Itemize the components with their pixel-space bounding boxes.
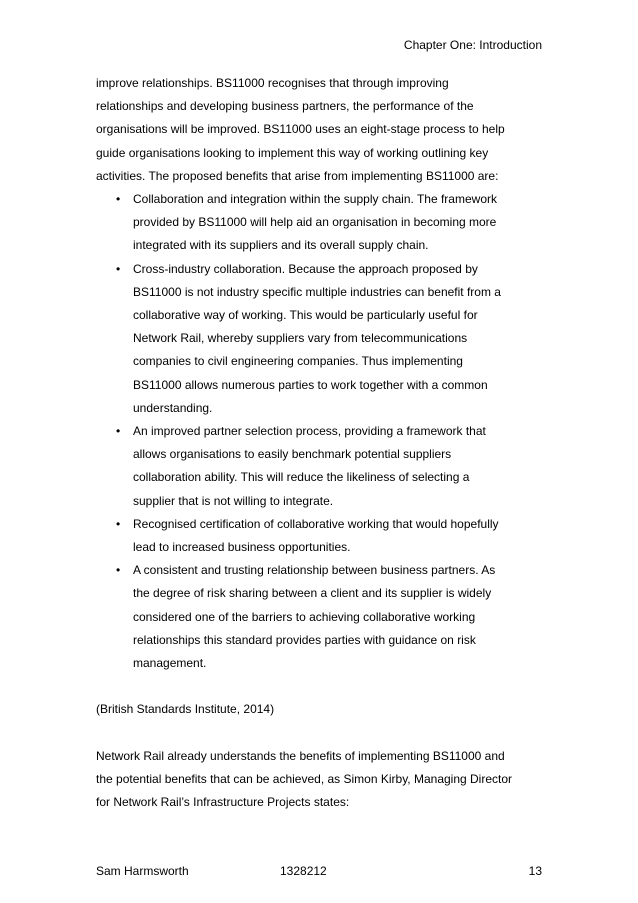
- text-line: lead to increased business opportunities.: [133, 540, 351, 555]
- text-line: collaborative way of working. This would be particularly useful for: [133, 308, 478, 323]
- paragraph-gap: [96, 675, 548, 698]
- text-line: relationships and developing business partners, the performance of the: [96, 99, 474, 114]
- page-header-chapter: Chapter One: Introduction: [403, 38, 542, 52]
- footer-author: Sam Harmsworth: [96, 864, 189, 878]
- bullet-icon: •: [116, 261, 121, 276]
- page-footer: [96, 864, 542, 880]
- closing-paragraph: [96, 745, 548, 815]
- text-line: Network Rail, whereby suppliers vary from telecommunications: [133, 331, 468, 346]
- text-line: allows organisations to easily benchmark potential suppliers: [133, 447, 452, 462]
- text-line: companies to civil engineering companies. Thus implementing: [133, 354, 463, 369]
- footer-student-id: 1328212: [280, 864, 327, 878]
- intro-paragraph: [96, 72, 548, 188]
- benefits-list: [96, 188, 548, 675]
- text-line: integrated with its suppliers and its overall supply chain.: [133, 238, 429, 253]
- citation: (British Standards Institute, 2014): [96, 702, 275, 717]
- bullet-icon: •: [116, 192, 121, 207]
- text-line: Recognised certification of collaborative working that would hopefully: [133, 516, 499, 531]
- text-line: Network Rail already understands the benefits of implementing BS11000 and: [96, 748, 505, 763]
- list-item: [96, 258, 548, 420]
- text-line: supplier that is not willing to integrate.: [133, 493, 334, 508]
- text-line: activities. The proposed benefits that arise from implementing BS11000 are:: [96, 168, 499, 183]
- list-item: [96, 188, 548, 258]
- text-line: provided by BS11000 will help aid an organisation in becoming more: [133, 215, 497, 230]
- text-line: organisations will be improved. BS11000 uses an eight-stage process to help: [96, 122, 505, 137]
- bullet-icon: •: [116, 424, 121, 439]
- text-line: Cross-industry collaboration. Because the approach proposed by: [133, 261, 478, 276]
- text-line: BS11000 is not industry specific multiple industries can benefit from a: [133, 284, 501, 299]
- paragraph-gap: [96, 722, 548, 745]
- list-item: [96, 513, 548, 559]
- text-line: relationships this standard provides parties with guidance on risk: [133, 632, 476, 647]
- text-line: considered one of the barriers to achieving collaborative working: [133, 609, 476, 624]
- text-line: for Network Rail’s Infrastructure Projects states:: [96, 795, 350, 810]
- text-line: improve relationships. BS11000 recognises that through improving: [96, 76, 449, 90]
- text-line: understanding.: [133, 400, 213, 415]
- text-line: the potential benefits that can be achieved, as Simon Kirby, Managing Director: [96, 772, 513, 787]
- list-item: [96, 420, 548, 513]
- text-line: the degree of risk sharing between a client and its supplier is widely: [133, 586, 492, 601]
- text-line: management.: [133, 656, 207, 671]
- text-line: An improved partner selection process, providing a framework that: [133, 424, 486, 439]
- body-text: [96, 72, 548, 814]
- text-line: Collaboration and integration within the supply chain. The framework: [133, 192, 497, 207]
- bullet-icon: •: [116, 563, 121, 578]
- footer-page-number: 13: [528, 864, 542, 878]
- text-line: A consistent and trusting relationship between business partners. As: [133, 563, 496, 578]
- text-line: collaboration ability. This will reduce the likeliness of selecting a: [133, 470, 470, 485]
- bullet-icon: •: [116, 516, 121, 531]
- list-item: [96, 559, 548, 675]
- text-line: BS11000 allows numerous parties to work together with a common: [133, 377, 488, 392]
- text-line: guide organisations looking to implement this way of working outlining key: [96, 145, 489, 160]
